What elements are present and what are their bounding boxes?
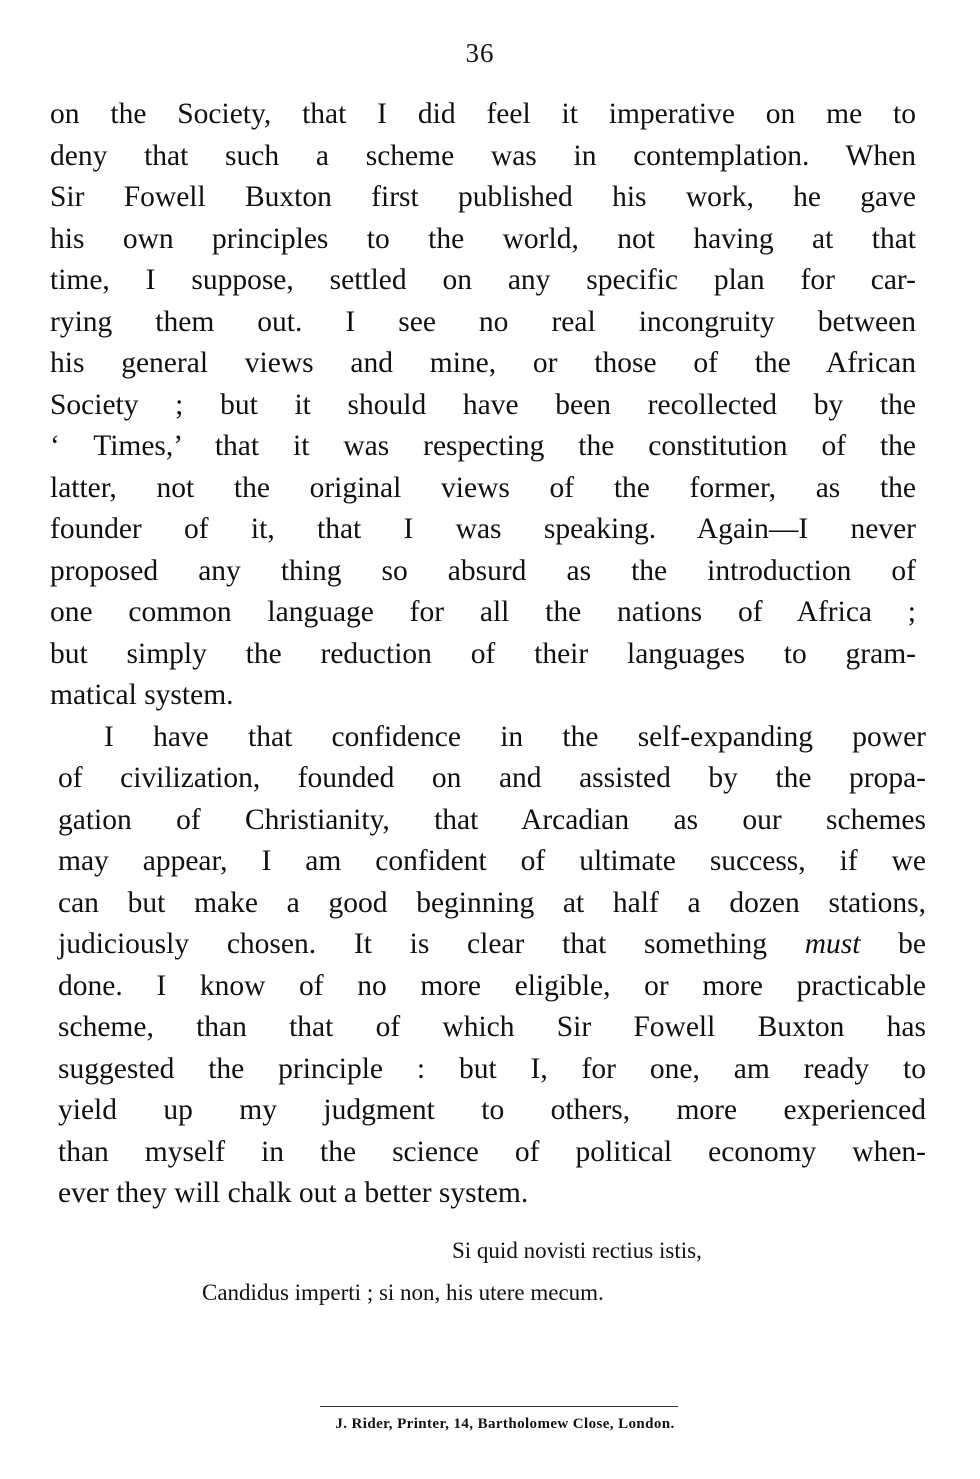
text-line: matical system.	[50, 679, 234, 711]
text-line: founder of it, that I was speaking. Again—I never	[50, 513, 916, 545]
text-line: latter, not the original views of the former, as the	[50, 471, 916, 504]
printer-imprint: J. Rider, Printer, 14, Bartholomew Close, London.	[335, 1416, 675, 1432]
page-number: 36	[465, 38, 495, 68]
text-line: time, I suppose, settled on any specific plan for car-	[50, 264, 916, 296]
text-line: than myself in the science of political economy when-	[58, 1135, 926, 1168]
text-line: on the Society, that I did feel it imperative on me to	[50, 98, 916, 130]
text-line: deny that such a scheme was in contemplation. When	[50, 139, 916, 172]
text-line: rying them out. I see no real incongruity between	[50, 305, 916, 338]
text-segment: judiciously chosen. It is clear that something	[58, 928, 805, 960]
emphasis-must: must	[804, 928, 861, 960]
body-text	[50, 94, 926, 1215]
text-line: Sir Fowell Buxton first published his work, he gave	[50, 181, 916, 213]
text-line: of civilization, founded on and assisted by the propa-	[58, 762, 926, 794]
text-line: scheme, than that of which Sir Fowell Buxton has	[58, 1011, 926, 1043]
text-line: his general views and mine, or those of the African	[50, 347, 916, 379]
text-line: but simply the reduction of their languages to gram-	[50, 637, 916, 670]
text-line: his own principles to the world, not having at that	[50, 222, 916, 255]
text-line: ‘ Times,’ that it was respecting the constitution of the	[50, 430, 916, 462]
text-line: may appear, I am confident of ultimate success, if we	[58, 845, 926, 877]
divider-rule	[320, 1406, 678, 1407]
paragraph-1	[50, 94, 916, 717]
text-line: Society ; but it should have been recollected by the	[50, 388, 916, 421]
text-line: can but make a good beginning at half a dozen stations,	[58, 886, 926, 919]
text-line: done. I know of no more eligible, or more practicable	[58, 969, 926, 1002]
latin-verse-line-2: Candidus imperti ; si non, his utere mecum.	[202, 1280, 604, 1305]
text-line: suggested the principle : but I, for one, am ready to	[58, 1052, 926, 1085]
text-line: gation of Christianity, that Arcadian as our schemes	[58, 803, 926, 836]
text-line: yield up my judgment to others, more experienced	[58, 1094, 926, 1126]
text-line: one common language for all the nations of Africa ;	[50, 596, 916, 628]
text-segment: be	[860, 928, 926, 960]
latin-verse-line-1: Si quid novisti rectius istis,	[452, 1238, 702, 1263]
text-line: I have that confidence in the self-expanding power	[104, 720, 926, 753]
text-line: proposed any thing so absurd as the introduction of	[50, 554, 916, 587]
text-line: ever they will chalk out a better system.	[58, 1177, 529, 1209]
text-line-with-emphasis	[58, 924, 926, 966]
paragraph-2	[58, 717, 926, 1215]
